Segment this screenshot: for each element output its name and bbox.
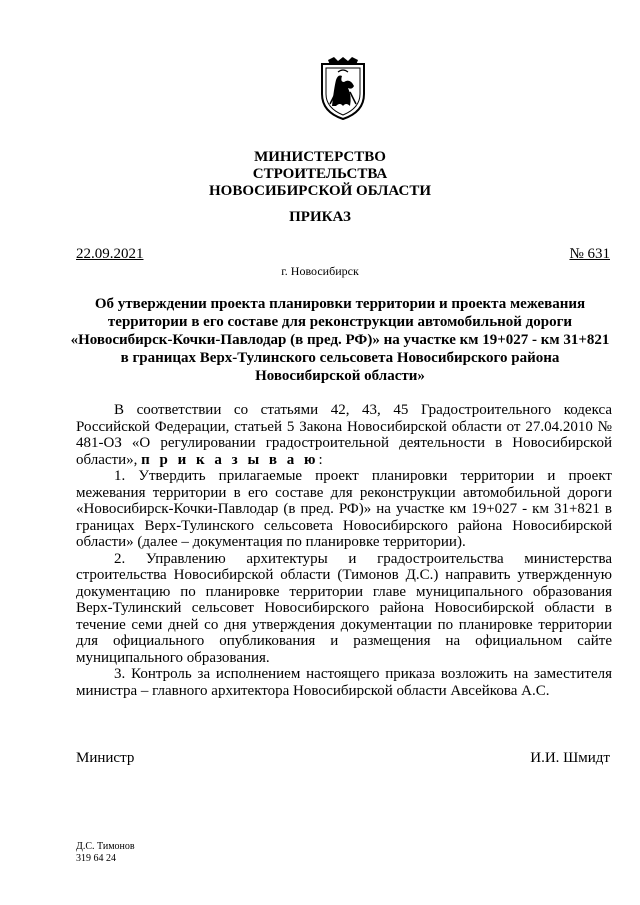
executor-block xyxy=(76,841,135,865)
document-subject: Об утверждении проекта планировки территории и проекта межевания территории в его составе для реконструкции автомобильной дороги «Новосибирск-Кочки-Павлодар (в пред. РФ)» на участке км 19+027 - км 31+821 в границах Верх-Тулинского сельсовета Новосибирского района Новосибирской области» xyxy=(70,296,610,384)
ministry-name-line2: СТРОИТЕЛЬСТВА xyxy=(252,166,388,182)
document-city: г. Новосибирск xyxy=(281,264,359,278)
executor-phone: 319 64 24 xyxy=(76,853,116,864)
coat-of-arms-icon xyxy=(318,56,368,122)
item-1: 1. Утвердить прилагаемые проект планировки территории и проект межевания территории в его составе для реконструкции автомобильной дороги «Новосибирск-Кочки-Павлодар (в пред. РФ)» на участке км 19+027 - км 31+821 в границах Верх-Тулинского сельсовета Новосибирского района Новосибирской области» (далее – документация по планировке территории). xyxy=(76,468,612,550)
command-colon: : xyxy=(318,451,323,468)
ministry-name-line1: МИНИСТЕРСТВО xyxy=(254,149,386,165)
document-body xyxy=(76,402,612,699)
intro-paragraph xyxy=(76,402,612,468)
signatory-position: Министр xyxy=(76,750,135,766)
signatory-name: И.И. Шмидт xyxy=(530,750,610,766)
document-number: № 631 xyxy=(569,246,610,262)
intro-text: В соответствии со статьями 42, 43, 45 Градостроительного кодекса Российской Федерации, статьей 5 Закона Новосибирской области от 27.04.2010 № 481-ОЗ «О регулировании градостроительной деятельности в Новосибирской области», xyxy=(76,402,612,468)
document-date: 22.09.2021 xyxy=(76,246,144,262)
document-type: ПРИКАЗ xyxy=(289,209,351,225)
command-word: п р и к а з ы в а ю xyxy=(141,451,319,468)
ministry-name-line3: НОВОСИБИРСКОЙ ОБЛАСТИ xyxy=(208,183,432,199)
executor-name: Д.С. Тимонов xyxy=(76,841,135,852)
item-3: 3. Контроль за исполнением настоящего приказа возложить на заместителя министра – главного архитектора Новосибирской области Авсейкова А.С. xyxy=(76,666,612,699)
item-2: 2. Управлению архитектуры и градостроительства министерства строительства Новосибирской области (Тимонов Д.С.) направить утвержденную документацию по планировке территории главе муниципального образования Верх-Тулинский сельсовет Новосибирского района Новосибирской области в течение семи дней со дня утверждения документации по планировке территории для официального опубликования и размещения на официальном сайте муниципального образования. xyxy=(76,550,612,666)
